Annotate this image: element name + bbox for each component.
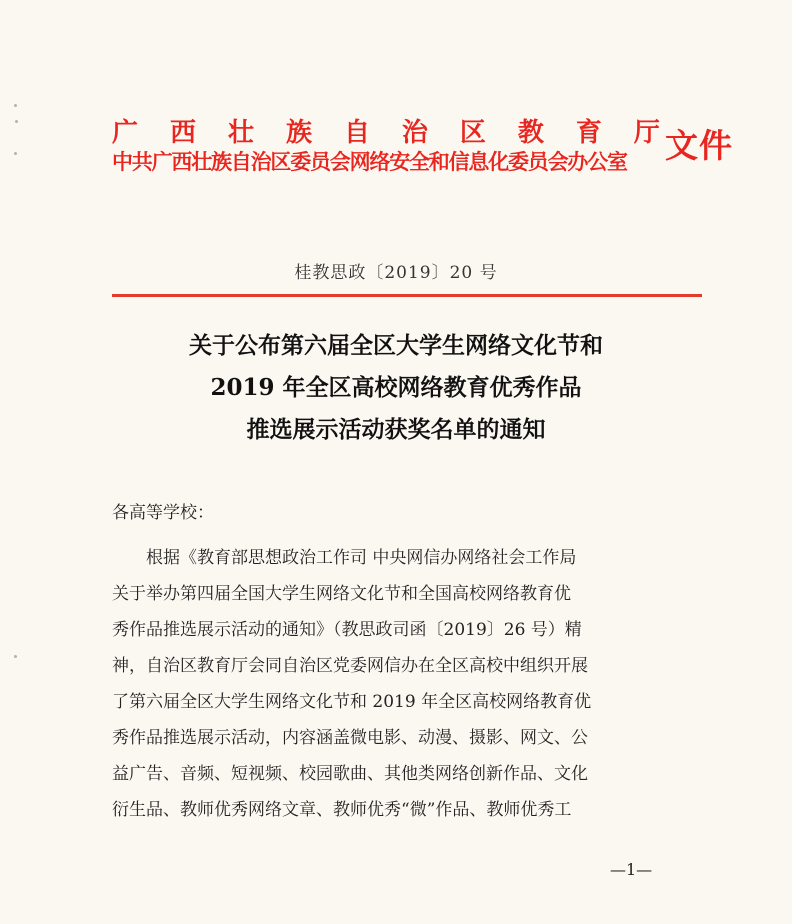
red-divider-line — [112, 294, 702, 297]
title-line: 推选展示活动获奖名单的通知 — [246, 416, 546, 443]
page-number: —1— — [610, 860, 653, 879]
document-type-label: 文件 — [665, 126, 733, 165]
body-paragraph — [112, 540, 712, 828]
document-header — [112, 112, 752, 192]
issuer-char: 治 — [401, 118, 428, 148]
issuer-char: 育 — [575, 118, 602, 148]
body-line: 神，自治区教育厅会同自治区党委网信办在全区高校中组织开展 — [112, 656, 588, 676]
title-line: 2019 年全区高校网络教育优秀作品 — [210, 374, 582, 401]
issuer-char: 族 — [285, 118, 312, 148]
body-line: 衍生品、教师优秀网络文章、教师优秀“微”作品、教师优秀工 — [112, 800, 572, 820]
issuer-char: 壮 — [227, 118, 254, 148]
body-line: 秀作品推选展示活动，内容涵盖微电影、动漫、摄影、网文、公 — [112, 728, 588, 748]
issuer-cyberspace-office: 中共广西壮族自治区委员会网络安全和信息化委员会办公室 — [112, 149, 627, 174]
body-line: 关于举办第四届全国大学生网络文化节和全国高校网络教育优 — [112, 584, 571, 604]
salutation: 各高等学校： — [112, 503, 214, 523]
issuer-char: 广 — [112, 118, 139, 148]
issuer-education-department — [112, 112, 660, 149]
issuer-char: 区 — [459, 118, 486, 148]
document-number: 桂教思政〔2019〕20 号 — [294, 263, 498, 283]
issuer-char: 自 — [343, 118, 370, 148]
issuer-char: 教 — [517, 118, 544, 148]
issuer-char: 西 — [169, 118, 196, 148]
body-line: 益广告、音频、短视频、校园歌曲、其他类网络创新作品、文化 — [112, 764, 588, 784]
title-line: 关于公布第六届全区大学生网络文化节和 — [189, 332, 603, 359]
body-line: 秀作品推选展示活动的通知》（教思政司函〔2019〕26 号）精 — [112, 620, 582, 640]
body-line: 根据《教育部思想政治工作司 中央网信办网络社会工作局 — [146, 548, 577, 568]
body-line: 了第六届全区大学生网络文化节和 2019 年全区高校网络教育优 — [112, 692, 592, 712]
document-title — [0, 325, 792, 451]
issuer-char: 厅 — [633, 118, 660, 148]
